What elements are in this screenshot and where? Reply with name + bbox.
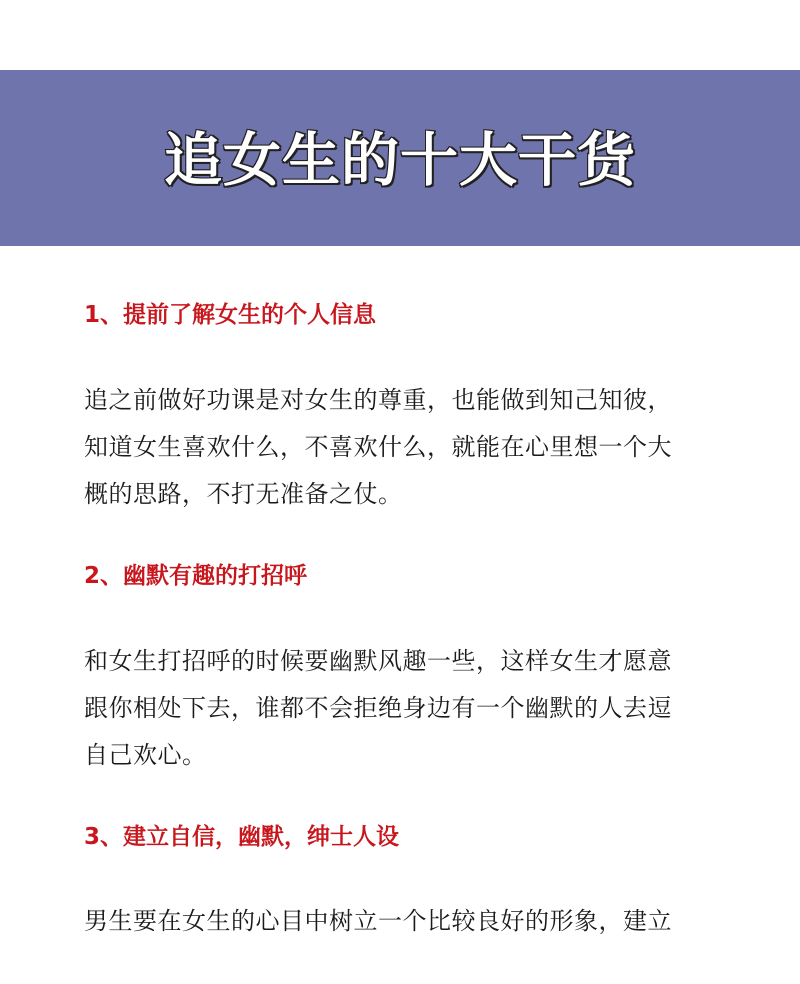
- section-paragraph-3: [84, 898, 764, 945]
- paragraph-line: 和女生打招呼的时候要幽默风趣一些，这样女生才愿意: [84, 647, 672, 675]
- title-banner: [0, 70, 800, 246]
- article-body: [84, 292, 764, 945]
- paragraph-line: 男生要在女生的心目中树立一个比较良好的形象，建立: [84, 907, 672, 935]
- section-heading-1: 1、提前了解女生的个人信息: [84, 302, 377, 328]
- section-heading-3: 3、建立自信，幽默，绅士人设: [84, 824, 400, 850]
- paragraph-line: 知道女生喜欢什么，不喜欢什么，就能在心里想一个大: [84, 433, 672, 461]
- section-paragraph-2: [84, 638, 764, 779]
- paragraph-line: 自己欢心。: [84, 741, 207, 769]
- section-paragraph-1: [84, 377, 764, 518]
- page-title: 追女生的十大干货: [163, 126, 636, 194]
- paragraph-line: 追之前做好功课是对女生的尊重，也能做到知己知彼，: [84, 386, 672, 414]
- paragraph-line: 跟你相处下去，谁都不会拒绝身边有一个幽默的人去逗: [84, 694, 672, 722]
- section-heading-2: 2、幽默有趣的打招呼: [84, 563, 308, 589]
- paragraph-line: 概的思路，不打无准备之仗。: [84, 480, 403, 508]
